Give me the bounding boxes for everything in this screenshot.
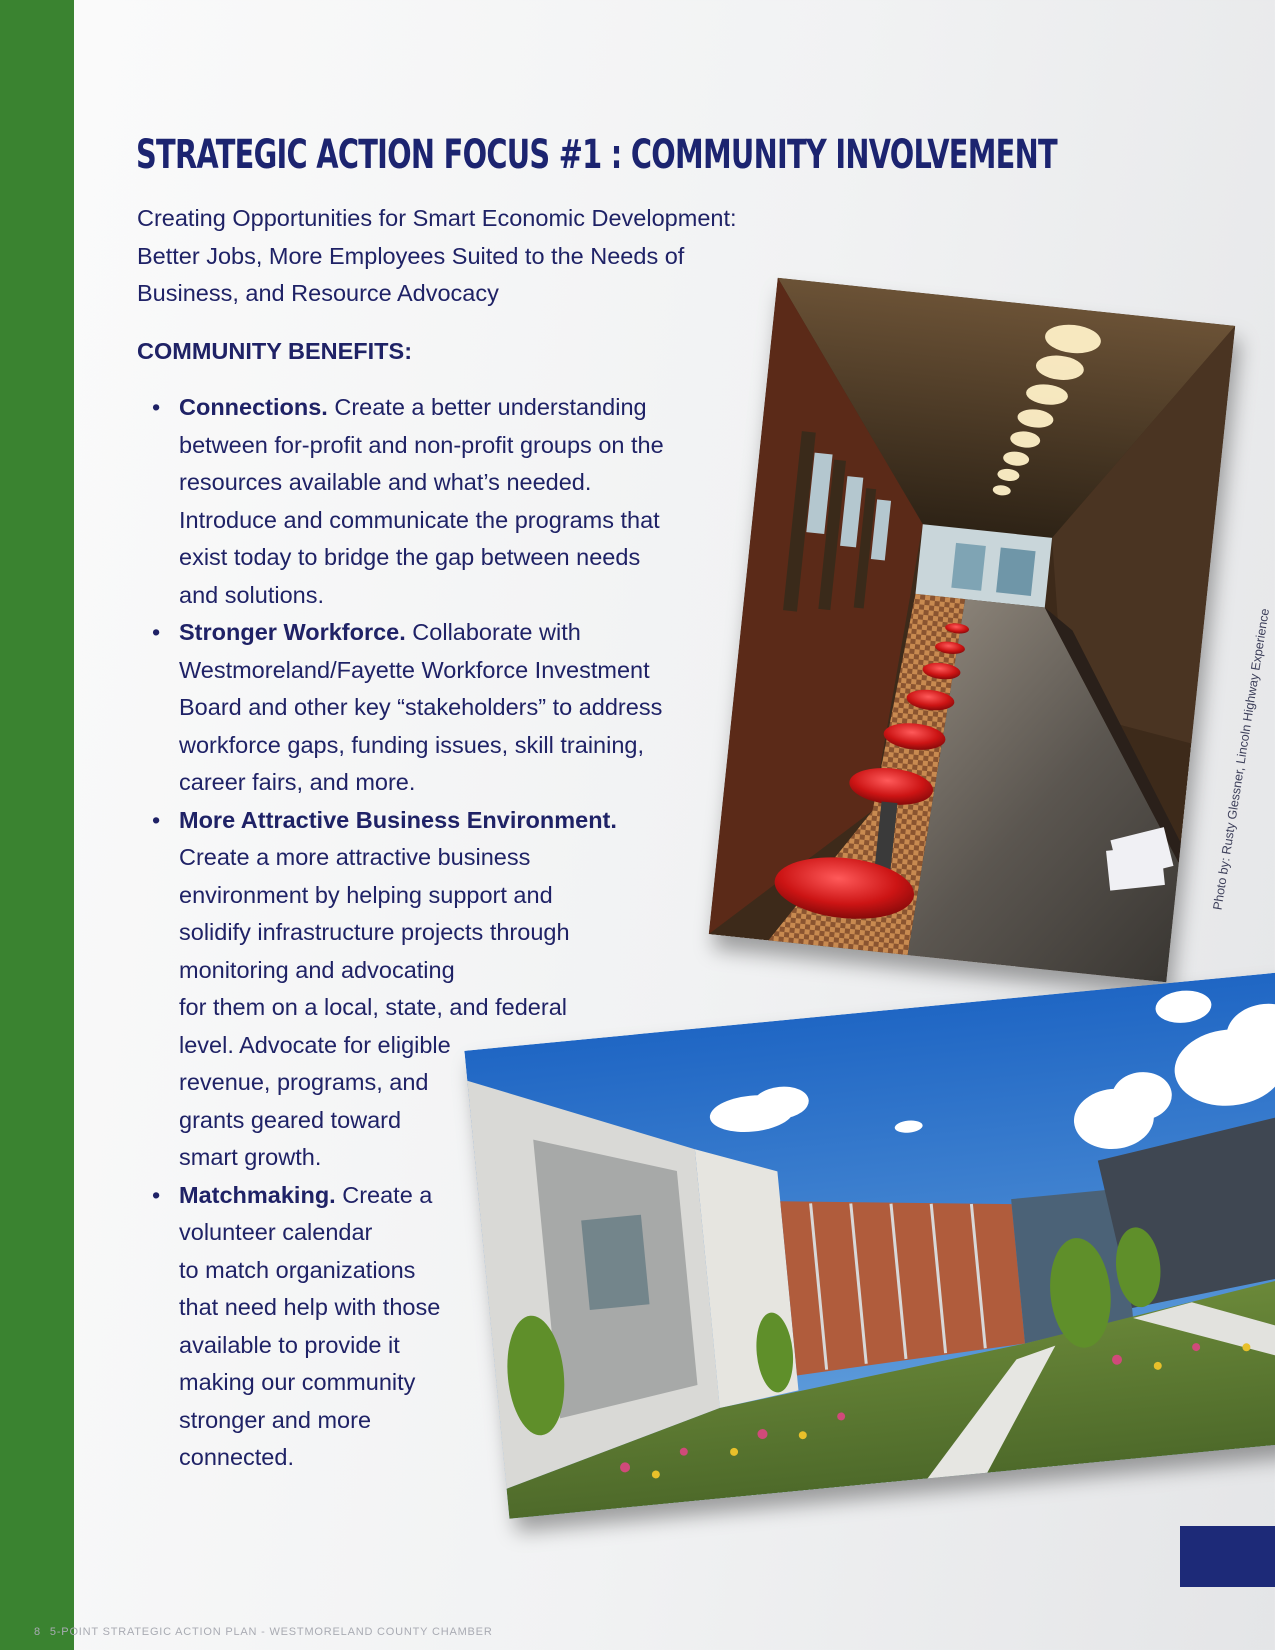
page-title: STRATEGIC ACTION FOCUS #1 : COMMUNITY INVOLVEMENT [136,132,1057,178]
subtitle-line: Better Jobs, More Employees Suited to the Needs of [137,242,685,269]
benefit-text: between for-profit and non-profit groups on the [179,431,664,458]
benefit-text: Create a better understanding [327,394,647,420]
page-subtitle [137,200,817,313]
benefit-text: level. Advocate for eligible [179,1031,451,1058]
section-heading: COMMUNITY BENEFITS: [137,338,413,364]
benefit-text: Create a more attractive business [179,844,531,870]
bullet-icon: • [152,619,161,645]
benefit-text: Westmoreland/Fayette Workforce Investment [179,656,650,683]
green-side-bar [0,0,74,1650]
benefit-text: smart growth. [179,1144,322,1170]
benefit-text: exist today to bridge the gap between needs [179,544,641,570]
benefit-title: More Attractive Business Environment. [179,806,617,833]
benefit-text: Create a [335,1181,433,1208]
navy-accent-block [1180,1526,1275,1587]
benefit-text: for them on a local, state, and federal [179,994,567,1020]
benefit-text: solidify infrastructure projects through [179,919,570,945]
page-number: 8 [34,1626,41,1638]
benefit-text: grants geared toward [179,1106,402,1133]
benefit-text: monitoring and advocating [179,956,455,983]
benefit-text: revenue, programs, and [179,1069,429,1095]
benefit-text: workforce gaps, funding issues, skill training, [179,731,644,758]
benefit-text: to match organizations [179,1256,416,1283]
benefit-text: career fairs, and more. [179,769,416,795]
benefit-text: making our community [179,1369,416,1395]
benefit-text: available to provide it [179,1331,400,1358]
footer-text: 5-POINT STRATEGIC ACTION PLAN - WESTMORELAND COUNTY CHAMBER [49,1626,493,1638]
bullet-icon: • [152,394,161,420]
benefit-text: Collaborate with [405,619,581,645]
benefit-title: Stronger Workforce. [179,619,406,645]
benefit-text: environment by helping support and [179,881,553,908]
subtitle-line: Business, and Resource Advocacy [137,280,499,306]
subtitle-line: Creating Opportunities for Smart Economic Development: [137,205,737,231]
diner-interior-photo [709,278,1235,982]
benefit-connections [152,389,664,614]
benefit-text: and solutions. [179,581,325,608]
benefit-text: connected. [179,1444,294,1470]
benefit-text: volunteer calendar [179,1219,373,1245]
bullet-icon: • [152,1181,161,1208]
benefit-first-line [179,614,664,652]
benefit-text: Board and other key “stakeholders” to address [179,694,663,720]
page-footer [34,1626,493,1638]
benefit-text: Introduce and communicate the programs that [179,506,660,533]
building-exterior-photo [464,971,1275,1518]
benefit-first-line [179,802,664,840]
photo-credit: Photo by: Rusty Glessner, Lincoln Highway Experience [1210,607,1273,912]
benefit-title: Matchmaking. [179,1181,336,1208]
bullet-icon: • [152,806,161,833]
benefit-text: that need help with those [179,1294,441,1320]
benefit-stronger-workforce [152,614,664,802]
benefit-text: stronger and more [179,1406,372,1433]
benefit-first-line [179,389,664,427]
benefit-text: resources available and what’s needed. [179,469,592,495]
benefit-title: Connections. [179,394,328,420]
